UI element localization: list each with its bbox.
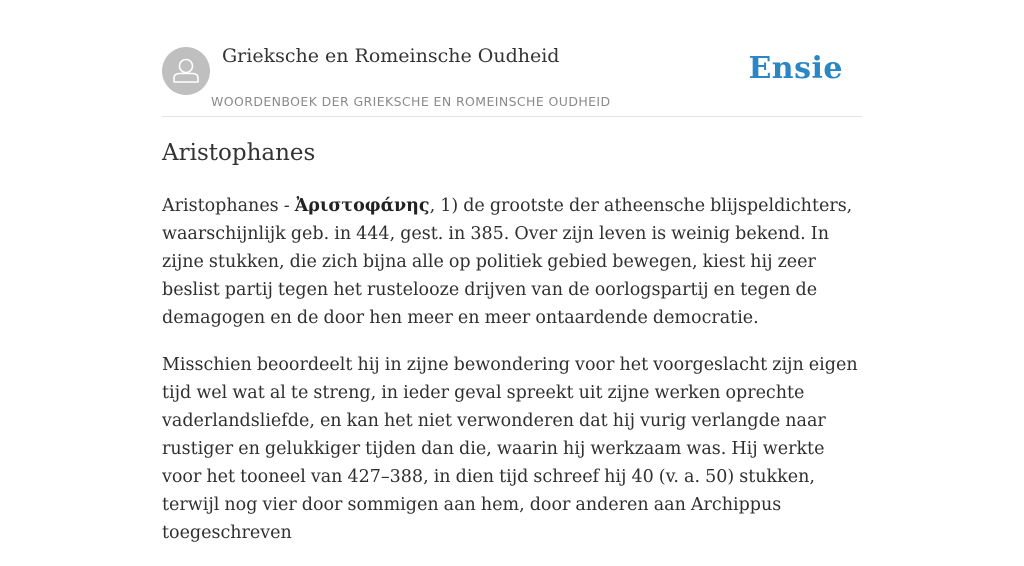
user-icon	[162, 47, 210, 95]
source-subtitle: WOORDENBOEK DER GRIEKSCHE EN ROMEINSCHE OUDHEID	[211, 94, 611, 109]
greek-term: Ἀριστοφάνης	[294, 196, 430, 216]
article-content	[162, 192, 862, 566]
paragraph-2: Misschien beoordeelt hij in zijne bewondering voor het voorgeslacht zijn eigen tijd wel wat al te streng, in ieder geval spreekt uit zijne werken oprechte vaderlandsliefde, en kan het niet verwonderen dat hij vurig verlangde naar rustiger en gelukkiger tijden dan die, waarin hij werkzaam was. Hij werkte voor het tooneel van 427–388, in dien tijd schreef hij 40 (v. a. 50) stukken, terwijl nog vier door sommigen aan hem, door anderen aan Archippus toegeschreven	[162, 355, 858, 543]
paragraph-1-rest: , 1) de grootste der atheensche blijspeldichters, waarschijnlijk geb. in 444, gest. in 385. Over zijn leven is weinig bekend. In zijne stukken, die zich bijna alle op politiek gebied bewegen, kiest hij zeer beslist partij tegen het rustelooze drijven van de oorlogspartij en tegen de demagogen en de door hen meer en meer ontaardende democratie.	[162, 196, 853, 328]
article-title: Aristophanes	[162, 140, 316, 166]
ensie-logo[interactable]: Ensie	[748, 51, 843, 86]
paragraph-1-lead: Aristophanes -	[162, 196, 295, 216]
source-title[interactable]: Grieksche en Romeinsche Oudheid	[222, 45, 560, 67]
avatar[interactable]	[162, 47, 210, 95]
page	[162, 0, 862, 543]
header	[162, 0, 862, 117]
paragraph-1	[162, 192, 862, 332]
